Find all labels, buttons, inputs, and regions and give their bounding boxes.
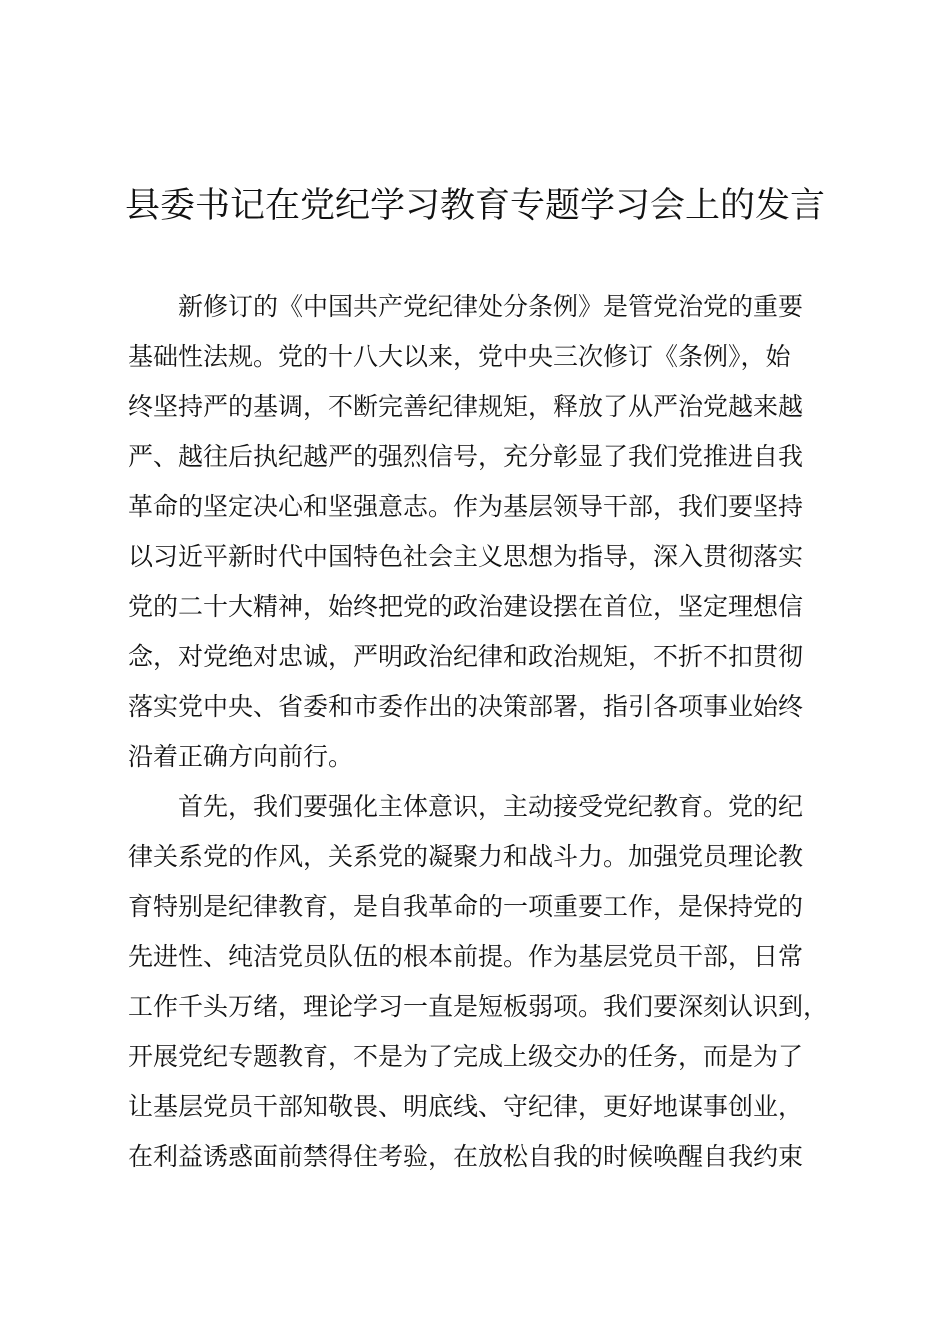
paragraph-line: 革命的坚定决心和坚强意志。作为基层领导干部，我们要坚持 — [128, 492, 804, 521]
paragraph-line: 律关系党的作风，关系党的凝聚力和战斗力。加强党员理论教 — [128, 842, 804, 871]
paragraph-line: 严、越往后执纪越严的强烈信号，充分彰显了我们党推进自我 — [128, 442, 804, 471]
paragraph-line: 党的二十大精神，始终把党的政治建设摆在首位，坚定理想信 — [128, 592, 804, 621]
paragraph-line: 开展党纪专题教育，不是为了完成上级交办的任务，而是为了 — [128, 1042, 804, 1071]
paragraph-line: 基础性法规。党的十八大以来，党中央三次修订《条例》，始 — [128, 342, 791, 371]
paragraph-line: 沿着正确方向前行。 — [128, 742, 354, 771]
paragraph-line: 工作千头万绪，理论学习一直是短板弱项。我们要深刻认识到， — [128, 992, 829, 1021]
paragraph-line: 育特别是纪律教育，是自我革命的一项重要工作，是保持党的 — [128, 892, 804, 921]
paragraph-line: 先进性、纯洁党员队伍的根本前提。作为基层党员干部，日常 — [128, 942, 804, 971]
paragraph-line: 落实党中央、省委和市委作出的决策部署，指引各项事业始终 — [128, 692, 804, 721]
paragraph-line: 以习近平新时代中国特色社会主义思想为指导，深入贯彻落实 — [128, 542, 804, 571]
document-body — [128, 282, 838, 1182]
paragraph-line: 在利益诱惑面前禁得住考验，在放松自我的时候唤醒自我约束 — [128, 1142, 804, 1171]
paragraph-line: 首先，我们要强化主体意识，主动接受党纪教育。党的纪 — [178, 792, 804, 821]
document-title: 县委书记在党纪学习教育专题学习会上的发言 — [124, 186, 825, 226]
paragraph-line: 新修订的《中国共产党纪律处分条例》是管党治党的重要 — [178, 292, 804, 321]
paragraph-line: 终坚持严的基调，不断完善纪律规矩，释放了从严治党越来越 — [128, 392, 804, 421]
paragraph-line: 让基层党员干部知敬畏、明底线、守纪律，更好地谋事创业， — [128, 1092, 804, 1121]
paragraph-line: 念，对党绝对忠诚，严明政治纪律和政治规矩，不折不扣贯彻 — [128, 642, 804, 671]
